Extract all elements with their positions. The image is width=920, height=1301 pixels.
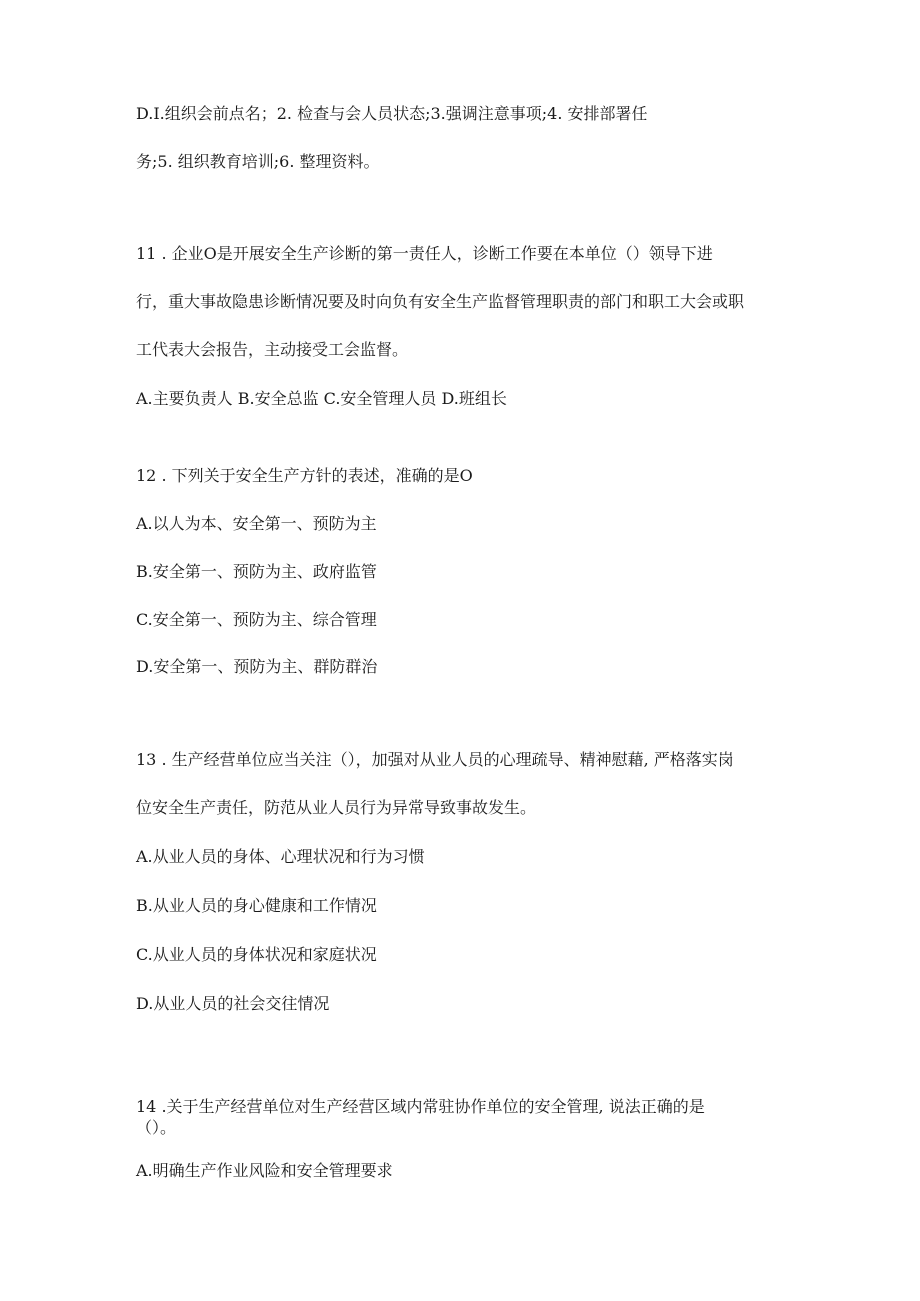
question-12-option-b: B.安全第一、预防为主、政府监管 <box>136 562 377 581</box>
question-12-option-a: A.以人为本、安全第一、预防为主 <box>136 514 377 533</box>
question-11-line-3: 工代表大会报告，主动接受工会监督。 <box>136 340 409 359</box>
question-14-option-a: A.明确生产作业风险和安全管理要求 <box>136 1161 393 1180</box>
question-11-options: A.主要负责人 B.安全总监 C.安全管理人员 D.班组长 <box>136 389 507 408</box>
question-14-line-1: 14 .关于生产经营单位对生产经营区域内常驻协作单位的安全管理, 说法正确的是 <box>136 1097 705 1116</box>
prev-option-line-2: 务;5. 组织教育培训;6. 整理资料。 <box>136 152 380 171</box>
question-14-line-2: （）。 <box>136 1118 177 1137</box>
question-12-option-d: D.安全第一、预防为主、群防群治 <box>136 657 378 676</box>
question-12-option-c: C.安全第一、预防为主、综合管理 <box>136 610 377 629</box>
question-12-line-1: 12 . 下列关于安全生产方针的表述，准确的是O <box>136 466 473 485</box>
question-13-option-a: A.从业人员的身体、心理状况和行为习惯 <box>136 847 425 866</box>
question-13-option-b: B.从业人员的身心健康和工作情况 <box>136 896 377 915</box>
question-13-line-2: 位安全生产责任，防范从业人员行为异常导致事故发生。 <box>136 798 537 817</box>
prev-option-line-1: D.I.组织会前点名；2. 检查与会人员状态;3.强调注意事项;4. 安排部署任 <box>136 104 648 123</box>
question-11-line-1: 11 . 企业O是开展安全生产诊断的第一责任人，诊断工作要在本单位（）领导下进 <box>136 244 713 263</box>
question-11-line-2: 行，重大事故隐患诊断情况要及时向负有安全生产监督管理职责的部门和职工大会或职 <box>136 292 745 311</box>
question-13-option-d: D.从业人员的社会交往情况 <box>136 994 330 1013</box>
question-13-line-1: 13 . 生产经营单位应当关注（），加强对从业人员的心理疏导、精神慰藉, 严格落实岗 <box>136 750 734 769</box>
question-13-option-c: C.从业人员的身体状况和家庭状况 <box>136 945 377 964</box>
